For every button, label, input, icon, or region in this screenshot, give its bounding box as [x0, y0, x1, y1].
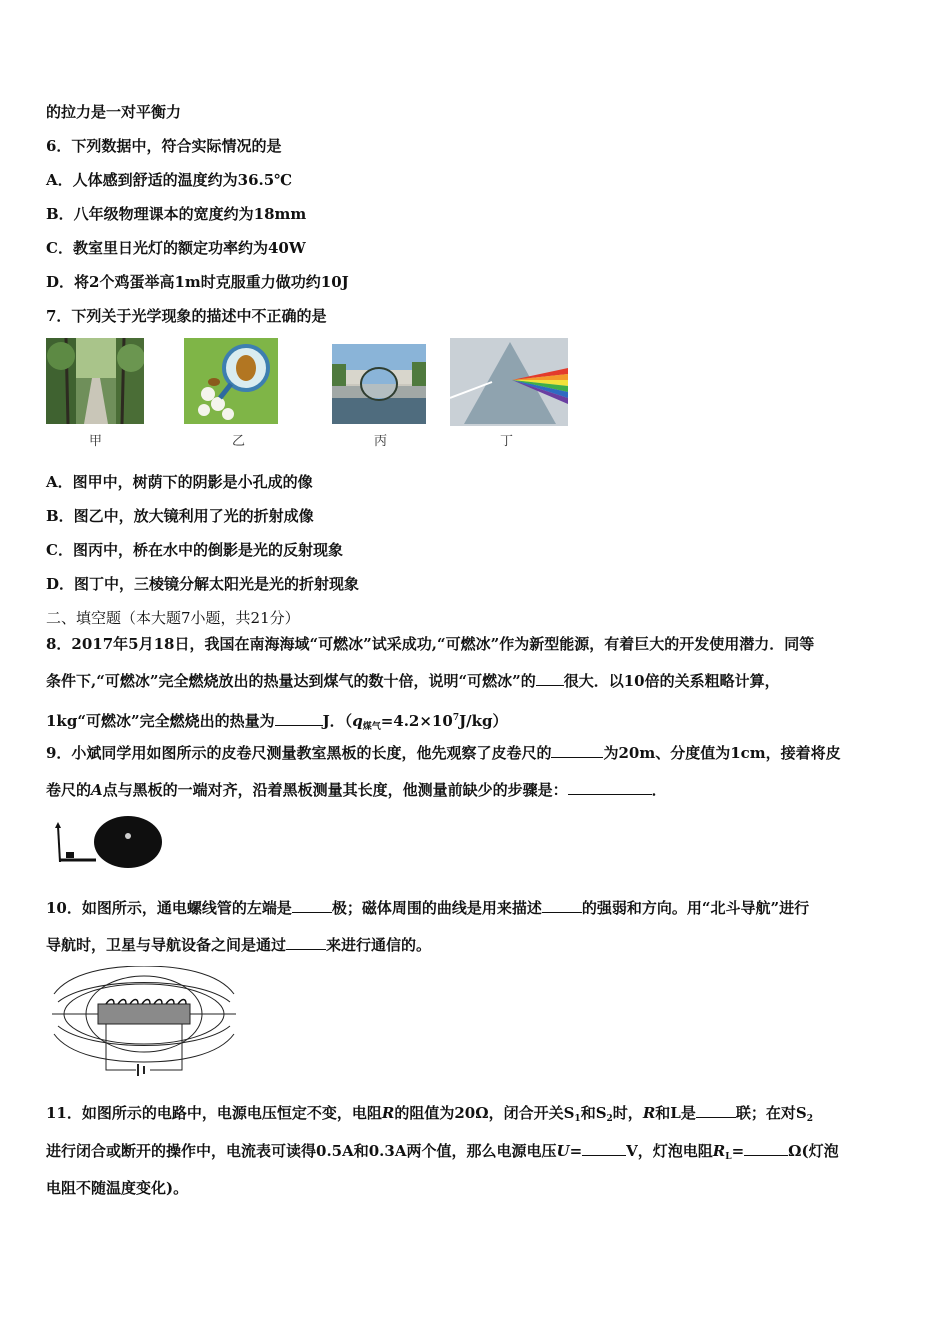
q7-option-b: B．图乙中，放大镜利用了光的折射成像 — [46, 507, 314, 525]
answer-blank[interactable] — [536, 671, 564, 686]
q10-line1: 10．如图所示，通电螺线管的左端是 极；磁体周围的曲线是用来描述 的强弱和方向。用“北斗导航”进行 — [46, 899, 810, 917]
answer-blank[interactable] — [744, 1141, 788, 1156]
q11-line3: 电阻不随温度变化)。 — [46, 1179, 189, 1197]
section-heading: 二、填空题（本大题7小题，共21分） — [46, 609, 300, 627]
figure-tree-shade — [46, 338, 144, 424]
q7-option-c: C．图丙中，桥在水中的倒影是光的反射现象 — [46, 541, 343, 559]
answer-blank[interactable] — [551, 743, 603, 758]
answer-blank[interactable] — [568, 780, 652, 795]
q6-option-b: B．八年级物理课本的宽度约为18mm — [46, 205, 307, 223]
q8-line2: 条件下,“可燃冰”完全燃烧放出的热量达到煤气的数十倍，说明“可燃冰”的 很大．以10倍的关系粗略计算， — [46, 672, 780, 690]
caption-jia: 甲 — [89, 434, 103, 449]
figure-prism — [450, 338, 568, 426]
answer-blank[interactable] — [292, 898, 332, 913]
q9-line1: 9．小斌同学用如图所示的皮卷尺测量教室黑板的长度，他先观察了皮卷尺的 为20m、分度值为1cm，接着将皮 — [46, 744, 841, 762]
q7-option-a: A．图甲中，树荫下的阴影是小孔成的像 — [46, 473, 313, 491]
q6-stem: 6．下列数据中，符合实际情况的是 — [46, 137, 282, 155]
figure-tape-measure — [52, 814, 164, 870]
q11-line2: 进行闭合或断开的操作中，电流表可读得0.5A和0.3A两个值，那么电源电压U= V，灯泡电阻$R_L= \Omega$(灯泡 — [46, 1142, 839, 1162]
answer-blank[interactable] — [286, 935, 326, 950]
figure-bridge-reflection — [332, 344, 426, 424]
q6-option-a: A．人体感到舒适的温度约为36.5℃ — [46, 171, 293, 189]
caption-yi: 乙 — [232, 434, 246, 449]
answer-blank[interactable] — [542, 898, 582, 913]
caption-bing: 丙 — [374, 434, 388, 449]
q7-option-d: D．图丁中，三棱镜分解太阳光是光的折射现象 — [46, 575, 360, 593]
q8-line3: 1kg“可燃冰”完全燃烧出的热量为 J．$(q_{煤气}=4.2\times 10^7J/kg)$ — [46, 712, 508, 732]
answer-blank[interactable] — [275, 711, 323, 726]
figure-magnifier — [184, 338, 278, 424]
caption-ding: 丁 — [500, 434, 514, 449]
text-line: 的拉力是一对平衡力 — [46, 103, 182, 121]
q10-line2: 导航时，卫星与导航设备之间是通过 来进行通信的。 — [46, 936, 432, 954]
q11-line1: 11．如图所示的电路中，电源电压恒定不变，电阻R的阻值为20Ω，闭合开关$S_1$和$S_2$时，R和L是 联；在对$S_2$ — [46, 1104, 813, 1124]
q6-option-d: D．将2个鸡蛋举高1m时克服重力做功约10J — [46, 273, 349, 291]
q8-line1: 8．2017年5月18日，我国在南海海域“可燃冰”试采成功,“可燃冰”作为新型能源，有着巨大的开发使用潜力．同等 — [46, 635, 815, 653]
answer-blank[interactable] — [696, 1103, 736, 1118]
q9-line2: 卷尺的A点与黑板的一端对齐，沿着黑板测量其长度，他测量前缺少的步骤是： ． — [46, 781, 667, 799]
figure-solenoid — [50, 966, 238, 1078]
q7-stem: 7．下列关于光学现象的描述中不正确的是 — [46, 307, 327, 325]
q6-option-c: C．教室里日光灯的额定功率约为40W — [46, 239, 306, 257]
answer-blank[interactable] — [582, 1141, 626, 1156]
